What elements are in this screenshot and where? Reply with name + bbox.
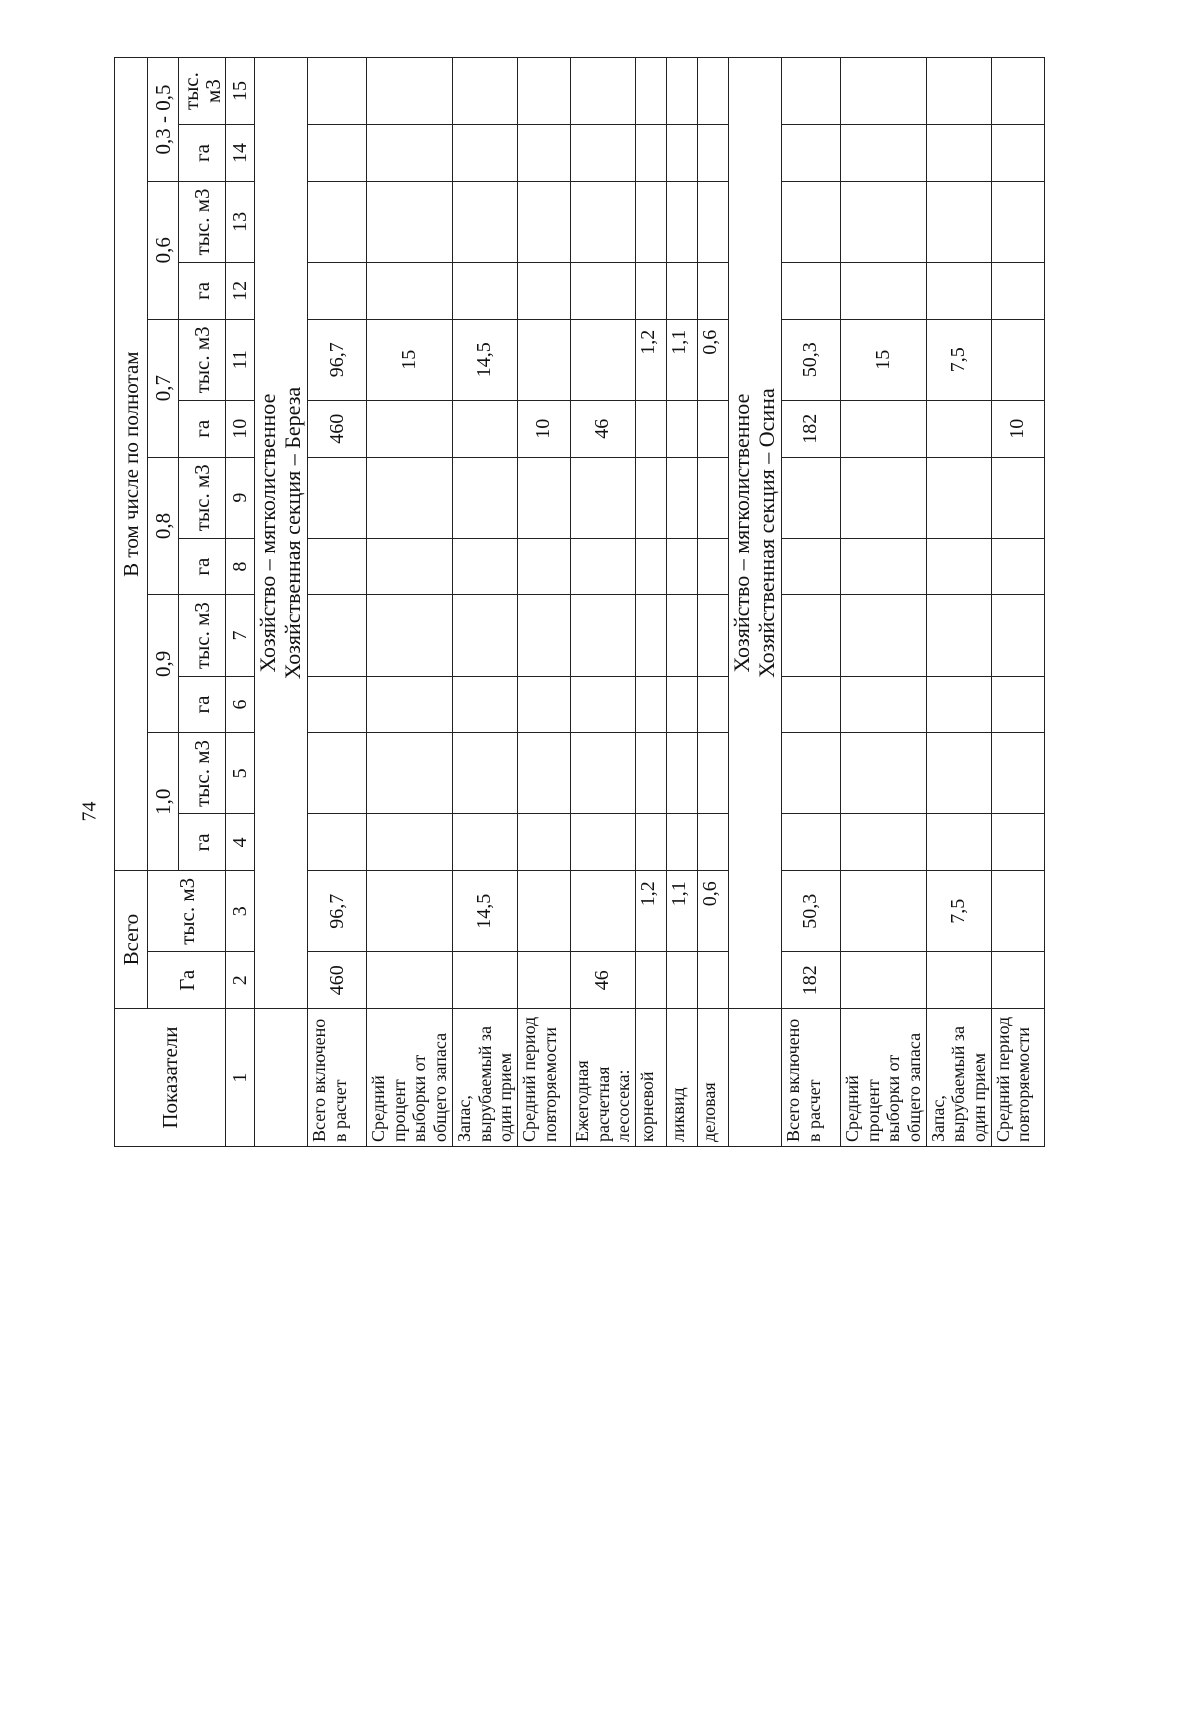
table-cell — [367, 181, 453, 262]
table-cell — [991, 125, 1044, 182]
row-label: ликвид — [666, 1009, 697, 1147]
table-cell: 182 — [781, 400, 840, 457]
table-cell — [697, 733, 728, 814]
table-cell — [367, 457, 453, 538]
table-cell — [926, 400, 991, 457]
table-cell — [635, 814, 666, 871]
table-cell — [635, 262, 666, 319]
table-cell — [926, 125, 991, 182]
header-unit-volume: тыс. м3 — [179, 319, 226, 400]
table-cell — [666, 400, 697, 457]
table-cell — [452, 125, 517, 182]
table-cell — [517, 733, 570, 814]
table-cell — [781, 58, 840, 125]
section-title-line: Хозяйство – мягколиственное — [255, 393, 281, 673]
table-cell — [517, 181, 570, 262]
table-cell — [635, 952, 666, 1009]
table-cell — [570, 676, 635, 733]
header-unit-volume: тыс. м3 — [179, 58, 226, 125]
table-cell — [517, 538, 570, 595]
table-cell — [991, 181, 1044, 262]
table-cell — [367, 814, 453, 871]
header-unit-volume: тыс. м3 — [179, 733, 226, 814]
table-cell — [308, 457, 367, 538]
table-cell — [666, 457, 697, 538]
table-cell — [452, 733, 517, 814]
table-cell — [666, 538, 697, 595]
table-cell — [452, 538, 517, 595]
table-cell — [308, 814, 367, 871]
table-cell — [840, 595, 926, 676]
page-number: 74 — [78, 801, 101, 822]
table-cell — [570, 733, 635, 814]
table-cell: 46 — [570, 952, 635, 1009]
table-cell: 182 — [781, 952, 840, 1009]
table-cell — [452, 457, 517, 538]
row-label: Запас, вырубаемый за один прием — [926, 1009, 991, 1147]
table-cell — [926, 538, 991, 595]
column-number: 1 — [226, 1009, 255, 1147]
table-row — [517, 58, 570, 1147]
header-density-group: 0,3 - 0,5 — [148, 58, 179, 182]
table-body — [255, 58, 1045, 1147]
table-cell — [452, 676, 517, 733]
header-total-volume: тыс. м3 — [148, 871, 226, 952]
table-cell — [452, 952, 517, 1009]
table-cell — [666, 181, 697, 262]
table-cell — [666, 125, 697, 182]
table-cell — [840, 181, 926, 262]
table-row — [452, 58, 517, 1147]
header-unit-ha: га — [179, 814, 226, 871]
table-cell — [308, 125, 367, 182]
row-label: Средний период повторяемости — [991, 1009, 1044, 1147]
table-cell — [926, 733, 991, 814]
table-cell — [367, 538, 453, 595]
table-row — [991, 58, 1044, 1147]
table-row — [367, 58, 453, 1147]
table-cell — [635, 676, 666, 733]
table-cell — [697, 814, 728, 871]
table-cell — [840, 676, 926, 733]
table-cell — [840, 262, 926, 319]
header-unit-ha: га — [179, 538, 226, 595]
table-cell: 0,6 — [697, 319, 728, 400]
table-cell — [926, 181, 991, 262]
table-cell — [367, 400, 453, 457]
table-cell — [517, 457, 570, 538]
table-cell — [517, 262, 570, 319]
column-number: 11 — [226, 319, 255, 400]
table-cell — [367, 952, 453, 1009]
table-cell — [991, 538, 1044, 595]
table-cell — [570, 595, 635, 676]
table-cell — [991, 952, 1044, 1009]
table-cell — [666, 595, 697, 676]
table-cell: 10 — [517, 400, 570, 457]
table-cell — [308, 595, 367, 676]
table-cell — [570, 814, 635, 871]
table-cell — [517, 125, 570, 182]
table-cell — [452, 58, 517, 125]
section-title-line: Хозяйственная секция – Осина — [753, 388, 779, 678]
table-cell — [666, 58, 697, 125]
table-cell — [517, 319, 570, 400]
table-cell — [635, 181, 666, 262]
table-cell — [452, 181, 517, 262]
table-cell — [452, 595, 517, 676]
table-cell — [517, 952, 570, 1009]
column-number: 5 — [226, 733, 255, 814]
table-cell: 15 — [840, 319, 926, 400]
table-cell — [570, 181, 635, 262]
table-cell — [666, 814, 697, 871]
table-cell — [991, 319, 1044, 400]
table-cell — [308, 676, 367, 733]
table-cell — [840, 952, 926, 1009]
table-cell: 46 — [570, 400, 635, 457]
table-cell — [666, 676, 697, 733]
column-number: 6 — [226, 676, 255, 733]
table-cell — [697, 595, 728, 676]
table-cell — [635, 125, 666, 182]
row-label: Средний период повторяемости — [517, 1009, 570, 1147]
table-cell — [367, 125, 453, 182]
column-number: 3 — [226, 871, 255, 952]
table-cell — [635, 733, 666, 814]
section-title-row — [255, 58, 308, 1147]
table-cell — [308, 181, 367, 262]
table-cell — [991, 262, 1044, 319]
table-cell — [697, 181, 728, 262]
table-cell — [697, 538, 728, 595]
table-cell — [840, 814, 926, 871]
table-cell — [991, 676, 1044, 733]
header-density-group: 1,0 — [148, 733, 179, 871]
table-cell — [635, 58, 666, 125]
table-cell — [367, 262, 453, 319]
table-cell — [781, 262, 840, 319]
table-cell — [697, 400, 728, 457]
table-cell — [452, 400, 517, 457]
header-unit-volume: тыс. м3 — [179, 595, 226, 676]
table-cell: 10 — [991, 400, 1044, 457]
header-unit-volume: тыс. м3 — [179, 457, 226, 538]
table-cell — [367, 58, 453, 125]
table-cell — [697, 457, 728, 538]
column-number: 8 — [226, 538, 255, 595]
row-label: Средний процент выборки от общего запаса — [840, 1009, 926, 1147]
table-cell: 0,6 — [697, 871, 728, 952]
table-cell: 1,2 — [635, 319, 666, 400]
header-indicators: Показатели — [115, 1009, 226, 1147]
table-cell: 1,2 — [635, 871, 666, 952]
table-cell — [666, 262, 697, 319]
table-row — [570, 58, 635, 1147]
table-cell — [697, 58, 728, 125]
table-cell — [991, 733, 1044, 814]
table-cell — [452, 814, 517, 871]
table-cell — [840, 871, 926, 952]
row-label: корневой — [635, 1009, 666, 1147]
table-cell — [635, 400, 666, 457]
table-row — [926, 58, 991, 1147]
table-cell: 50,3 — [781, 871, 840, 952]
header-unit-ha: га — [179, 676, 226, 733]
table-cell — [926, 814, 991, 871]
table-cell — [367, 595, 453, 676]
table-cell — [570, 125, 635, 182]
header-total: Всего — [115, 871, 148, 1009]
table-row — [666, 58, 697, 1147]
table-cell — [308, 58, 367, 125]
section-title-spacer — [255, 1009, 308, 1147]
table-cell — [517, 814, 570, 871]
table-cell: 14,5 — [452, 871, 517, 952]
table-cell — [991, 595, 1044, 676]
section-title-spacer — [728, 1009, 781, 1147]
header-density-group: 0,9 — [148, 595, 179, 733]
column-number: 13 — [226, 181, 255, 262]
row-label: деловая — [697, 1009, 728, 1147]
table-row — [781, 58, 840, 1147]
table-cell — [781, 733, 840, 814]
table-cell — [517, 676, 570, 733]
row-label: Средний процент выборки от общего запаса — [367, 1009, 453, 1147]
table-cell — [570, 538, 635, 595]
table-cell — [666, 952, 697, 1009]
table-row — [308, 58, 367, 1147]
table-cell — [840, 125, 926, 182]
table-cell — [570, 319, 635, 400]
table-cell: 460 — [308, 400, 367, 457]
table-cell — [697, 952, 728, 1009]
table-cell — [517, 595, 570, 676]
table-cell — [926, 457, 991, 538]
table-cell: 7,5 — [926, 319, 991, 400]
column-number: 9 — [226, 457, 255, 538]
table-cell: 96,7 — [308, 871, 367, 952]
column-number: 10 — [226, 400, 255, 457]
column-number: 2 — [226, 952, 255, 1009]
table-cell: 14,5 — [452, 319, 517, 400]
table-cell — [517, 871, 570, 952]
row-label: Всего включено в расчет — [308, 1009, 367, 1147]
table-cell — [781, 676, 840, 733]
table-cell: 7,5 — [926, 871, 991, 952]
table-cell — [635, 595, 666, 676]
table-cell — [308, 733, 367, 814]
header-unit-ha: га — [179, 262, 226, 319]
table-cell: 1,1 — [666, 871, 697, 952]
column-number: 14 — [226, 125, 255, 182]
table-cell — [991, 457, 1044, 538]
row-label: Ежегодная расчетная лесосека: — [570, 1009, 635, 1147]
header-density-group: 0,7 — [148, 319, 179, 457]
table-cell — [781, 125, 840, 182]
table-cell — [308, 262, 367, 319]
table-cell — [840, 538, 926, 595]
table-cell — [781, 457, 840, 538]
table-cell — [781, 595, 840, 676]
table-cell — [308, 538, 367, 595]
column-number: 15 — [226, 58, 255, 125]
section-title-line: Хозяйство – мягколиственное — [729, 393, 755, 673]
header-density-group: 0,8 — [148, 457, 179, 595]
table-cell: 460 — [308, 952, 367, 1009]
table-cell — [697, 262, 728, 319]
table-cell: 96,7 — [308, 319, 367, 400]
row-label: Всего включено в расчет — [781, 1009, 840, 1147]
table-cell — [840, 400, 926, 457]
table-cell — [367, 871, 453, 952]
table-cell — [666, 733, 697, 814]
table-cell — [697, 125, 728, 182]
table-cell — [570, 262, 635, 319]
table-cell: 1,1 — [666, 319, 697, 400]
header-density-group: 0,6 — [148, 181, 179, 319]
table-cell — [991, 58, 1044, 125]
table-cell — [517, 58, 570, 125]
table-cell — [570, 58, 635, 125]
section-title — [255, 58, 308, 1009]
table-cell — [452, 262, 517, 319]
table-cell — [840, 457, 926, 538]
table-cell — [635, 457, 666, 538]
table-cell — [991, 814, 1044, 871]
table-cell — [697, 676, 728, 733]
table-cell — [926, 952, 991, 1009]
table-cell — [570, 871, 635, 952]
table-cell — [781, 538, 840, 595]
section-title-row — [728, 58, 781, 1147]
column-number: 12 — [226, 262, 255, 319]
row-label: Запас, вырубаемый за один прием — [452, 1009, 517, 1147]
header-total-ha: Га — [148, 952, 226, 1009]
table-row — [840, 58, 926, 1147]
table-cell — [840, 58, 926, 125]
table-cell — [570, 457, 635, 538]
column-number: 4 — [226, 814, 255, 871]
table-cell — [635, 538, 666, 595]
table-cell — [926, 58, 991, 125]
header-by-density: В том числе по полнотам — [115, 58, 148, 871]
header-unit-ha: га — [179, 125, 226, 182]
header-unit-ha: га — [179, 400, 226, 457]
table-cell — [926, 262, 991, 319]
table-cell — [367, 733, 453, 814]
felling-calculation-table — [114, 57, 1045, 1147]
rotated-table-container — [114, 57, 1076, 1147]
column-number: 7 — [226, 595, 255, 676]
table-cell — [926, 595, 991, 676]
header-unit-volume: тыс. м3 — [179, 181, 226, 262]
column-number-row — [226, 58, 255, 1147]
table-cell — [840, 733, 926, 814]
table-cell: 15 — [367, 319, 453, 400]
table-row — [697, 58, 728, 1147]
table-cell — [926, 676, 991, 733]
table-cell — [367, 676, 453, 733]
section-title — [728, 58, 781, 1009]
table-cell — [781, 814, 840, 871]
table-cell: 50,3 — [781, 319, 840, 400]
table-cell — [781, 181, 840, 262]
section-title-line: Хозяйственная секция – Береза — [280, 386, 306, 680]
table-cell — [991, 871, 1044, 952]
table-row — [635, 58, 666, 1147]
